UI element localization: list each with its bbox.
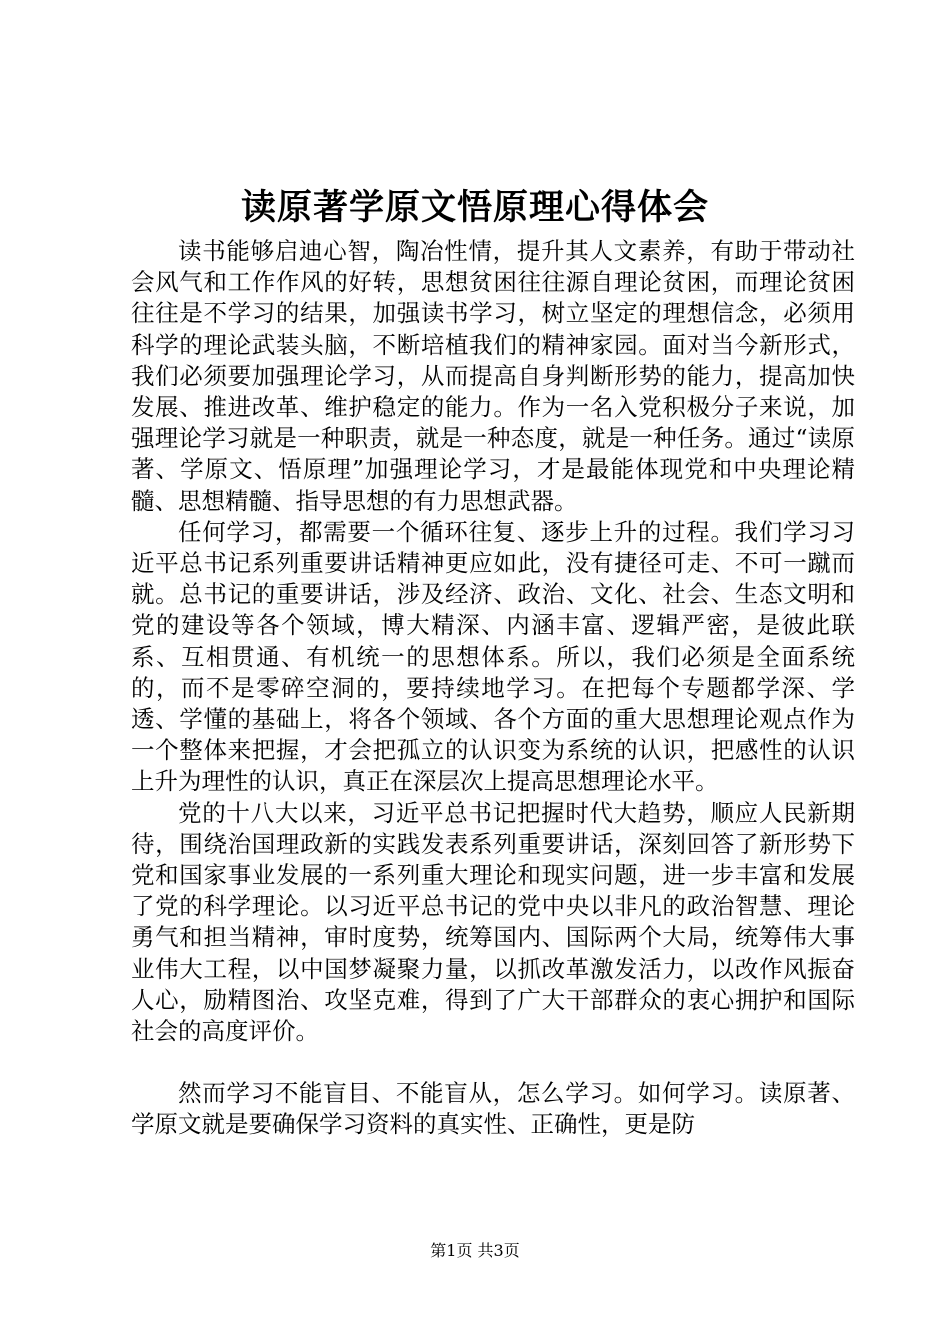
paragraph-4: 然而学习不能盲目、不能盲从，怎么学习。如何学习。读原著、学原文就是要确保学习资料的真实性、正确性，更是防 (131, 1079, 855, 1139)
paragraph-1: 读书能够启迪心智，陶冶性情，提升其人文素养，有助于带动社会风气和工作作风的好转，思想贫困往往源自理论贫困，而理论贫困往往是不学习的结果，加强读书学习，树立坚定的理想信念，必须用科学的理论武装头脑，不断培植我们的精神家园。面对当今新形式，我们必须要加强理论学习，从而提高自身判断形势的能力，提高加快发展、推进改革、维护稳定的能力。作为一名入党积极分子来说，加强理论学习就是一种职责，就是一种态度，就是一种任务。通过“读原著、学原文、悟原理”加强理论学习，才是最能体现党和中央理论精髓、思想精髓、指导思想的有力思想武器。 (131, 237, 855, 515)
document-body (131, 236, 855, 1141)
paragraph-2: 任何学习，都需要一个循环往复、逐步上升的过程。我们学习习近平总书记系列重要讲话精神更应如此，没有捷径可走、不可一蹴而就。总书记的重要讲话，涉及经济、政治、文化、社会、生态文明和党的建设等各个领域，博大精深、内涵丰富、逻辑严密，是彼此联系、互相贯通、有机统一的思想体系。所以，我们必须是全面系统的，而不是零碎空洞的，要持续地学习。在把每个专题都学深、学透、学懂的基础上，将各个领域、各个方面的重大思想理论观点作为一个整体来把握，才会把孤立的认识变为系统的认识，把感性的认识上升为理性的认识，真正在深层次上提高思想理论水平。 (131, 517, 855, 796)
paragraph-3: 党的十八大以来，习近平总书记把握时代大趋势，顺应人民新期待，围绕治国理政新的实践发表系列重要讲话，深刻回答了新形势下党和国家事业发展的一系列重大理论和现实问题，进一步丰富和发展了党的科学理论。以习近平总书记的党中央以非凡的政治智慧、理论勇气和担当精神，审时度势，统筹国内、国际两个大局，统筹伟大事业伟大工程，以中国梦凝聚力量，以抓改革激发活力，以改作风振奋人心，励精图治、攻坚克难，得到了广大干部群众的衷心拥护和国际社会的高度评价。 (131, 798, 855, 1046)
page-footer: 第1页 共3页 (430, 1241, 520, 1260)
document-title: 读原著学原文悟原理心得体会 (240, 187, 709, 228)
